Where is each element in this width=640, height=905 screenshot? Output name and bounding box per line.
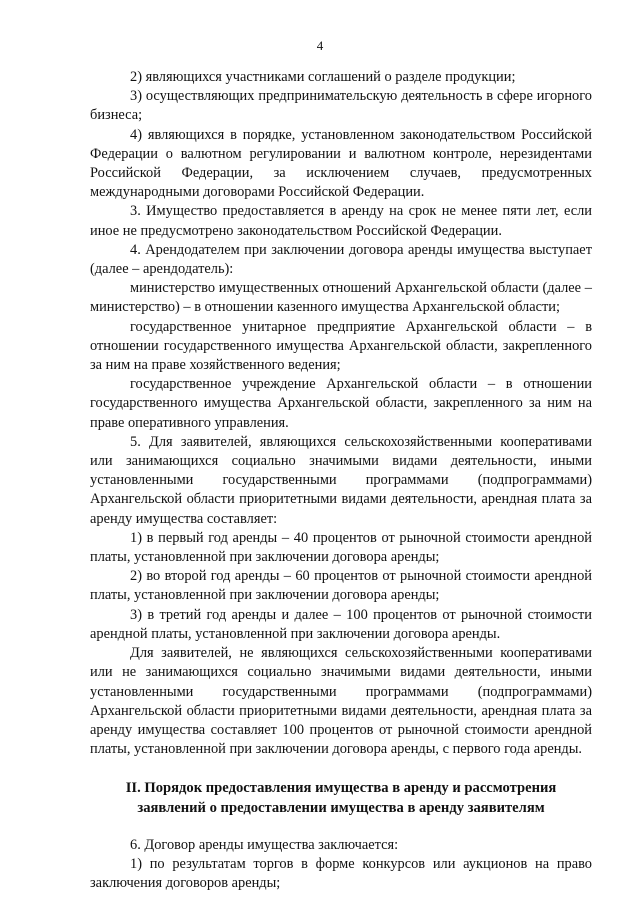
section-heading-line-2: заявлений о предоставлении имущества в аренду заявителям: [137, 799, 545, 816]
paragraph-clause-3: 3. Имущество предоставляется в аренду на срок не менее пяти лет, если иное не предусмотрено законодательством Российской Федерации.: [90, 203, 592, 239]
paragraph-other-applicants: Для заявителей, не являющихся сельскохозяйственными кооперативами или не занимающихся социально значимыми видами деятельности, иными установленными государственными программами (подпрограммами) Архангельской области приоритетными видами деятельности, арендная плата за аренду имущества составляет 100 процентов от рыночной стоимости арендной платы, установленной при заключении договора аренды, с первого года аренды.: [90, 645, 592, 758]
page-number: 4: [316, 38, 324, 53]
paragraph-second-year: 2) во второй год аренды – 60 процентов от рыночной стоимости арендной платы, установленной при заключении договора аренды;: [90, 568, 592, 604]
section-heading-line-1: II. Порядок предоставления имущества в аренду и рассмотрения: [125, 780, 557, 797]
section-heading: [90, 779, 592, 817]
paragraph-state-institution: государственное учреждение Архангельской области – в отношении государственного имущества Архангельской области, закрепленного за ним на праве оперативного управления.: [90, 376, 592, 431]
paragraph-clause-6: 6. Договор аренды имущества заключается:: [130, 836, 399, 853]
paragraph-first-year: 1) в первый год аренды – 40 процентов от рыночной стоимости арендной платы, установленной при заключении договора аренды;: [90, 529, 592, 566]
paragraph-ministry: министерство имущественных отношений Архангельской области (далее – министерство) – в отношении казенного имущества Архангельской области;: [90, 280, 592, 316]
paragraph-item-2: 2) являющихся участниками соглашений о разделе продукции;: [130, 69, 516, 85]
paragraph-item-4: 4) являющихся в порядке, установленном законодательством Российской Федерации о валютном регулировании и валютном контроле, нерезидентами Российской Федерации, за исключением случаев, предусмотренных международными договорами Российской Федерации.: [90, 126, 592, 201]
paragraph-third-year: 3) в третий год аренды и далее – 100 процентов от рыночной стоимости арендной платы, установленной при заключении договора аренды.: [90, 606, 592, 642]
paragraph-tenders: 1) по результатам торгов в форме конкурсов или аукционов на право заключения договоров аренды;: [90, 855, 592, 892]
paragraph-clause-5: 5. Для заявителей, являющихся сельскохозяйственными кооперативами или занимающихся социально значимыми видами деятельности, иными установленными государственными программами (подпрограммами) Архангельской области приоритетными видами деятельности, арендная плата за аренду имущества составляет:: [90, 433, 592, 527]
document-body: [90, 68, 592, 893]
paragraph-unitary-enterprise: государственное унитарное предприятие Архангельской области – в отношении государственного имущества Архангельской области, закрепленного за ним на праве хозяйственного ведения;: [90, 318, 592, 374]
paragraph-item-3: 3) осуществляющих предпринимательскую деятельность в сфере игорного бизнеса;: [90, 88, 592, 124]
paragraph-clause-4: 4. Арендодателем при заключении договора аренды имущества выступает (далее – арендодатель):: [90, 241, 592, 278]
